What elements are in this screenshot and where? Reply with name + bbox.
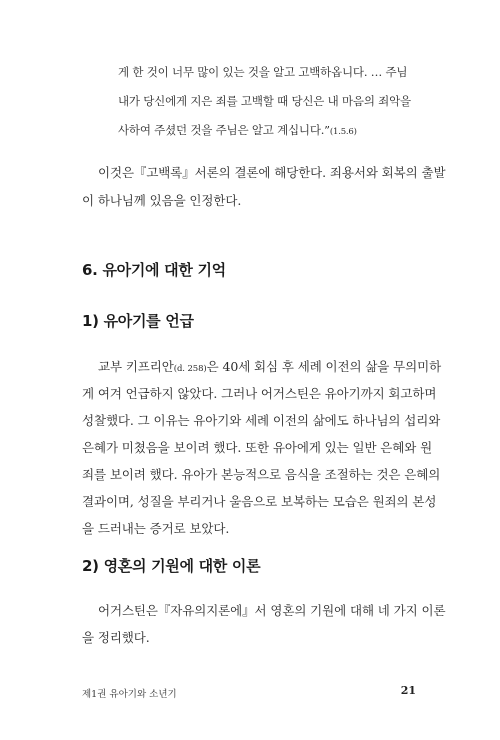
quote-line: 내가 당신에게 지은 죄를 고백할 때 당신은 내 마음의 죄악을 — [118, 94, 411, 108]
paragraph-line: 결과이며, 성질을 부리거나 울음으로 보복하는 모습은 원죄의 본성 — [82, 494, 437, 509]
quote-citation: (1.5.6) — [329, 127, 357, 137]
quote-line — [118, 122, 357, 138]
paragraph-line: 이 하나님께 있음을 인정한다. — [82, 193, 242, 208]
page-number: 21 — [400, 684, 416, 697]
paragraph-line: 을 드러내는 증거로 보았다. — [82, 521, 230, 536]
quote-text: 사하여 주셨던 것을 주님은 알고 계십니다.” — [118, 123, 330, 137]
quote-line: 게 한 것이 너무 많이 있는 것을 알고 고백하옵니다. … 주님 — [118, 65, 408, 79]
paragraph-line: 을 정리했다. — [82, 630, 150, 645]
paragraph-line: 이것은『고백록』서론의 결론에 해당한다. 죄용서와 회복의 출발 — [98, 165, 446, 180]
paragraph-line — [98, 357, 441, 375]
running-footer: 제1권 유아기와 소년기 — [82, 689, 177, 700]
subsection-heading: 1) 유아기를 언급 — [82, 312, 194, 330]
paragraph-line: 성찰했다. 그 이유는 유아기와 세례 이전의 삶에도 하나님의 섭리와 — [82, 413, 441, 428]
paragraph-line: 어거스틴은『자유의지론에』서 영혼의 기원에 대해 네 가지 이론 — [98, 603, 446, 618]
paragraph-line: 죄를 보이려 했다. 유아가 본능적으로 음식을 조절하는 것은 은혜의 — [82, 467, 441, 482]
paragraph-text: 교부 키프리안 — [98, 359, 174, 374]
date-note: (d. 258) — [173, 364, 207, 374]
paragraph-line: 게 여겨 언급하지 않았다. 그러나 어거스틴은 유아기까지 회고하며 — [82, 386, 437, 401]
paragraph-text: 은 40세 회심 후 세례 이전의 삶을 무의미하 — [206, 359, 442, 374]
paragraph-line: 은혜가 미쳤음을 보이려 했다. 또한 유아에게 있는 일반 은혜와 원 — [82, 440, 433, 455]
section-heading: 6. 유아기에 대한 기억 — [82, 261, 226, 279]
subsection-heading: 2) 영혼의 기원에 대한 이론 — [82, 557, 261, 575]
